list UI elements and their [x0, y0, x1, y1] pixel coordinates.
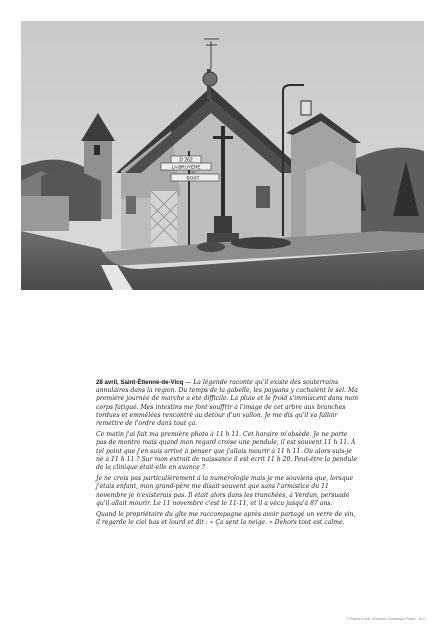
- entry-paragraph-1-text: — La légende raconte qu'il existe des souterrains annulaires dans la région. Du temps de la gabelle, les paysans y cachaient le sel. Ma première journée de marche a été difficile. La pluie et le froid s'immiscent dans mon corps fatigué. Mes intestins me font souffrir à l'image de cet arbre aux branches tordues et emmêlées rencontré au détour d'un vallon. Je me dis qu'il va falloir remettre de l'ordre dans tout ça.: [96, 379, 359, 428]
- entry-date-place: 28 avril, Saint-Étienne-de-Vicq: [96, 379, 184, 386]
- photo-credit: © Patrick Kovar / Romans / Dunkerque Passe · 2017: [346, 617, 426, 621]
- entry-paragraph-1: [96, 379, 358, 428]
- entry-paragraph-3: Je ne crois pas particulièrement à la numérologie mais je me souviens que, lorsque j'étais enfant, mon grand-père me disait souvent que sans l'armistice du 11 novembre je n'existerais pas. Il était alors dans les tranchées, à Verdun, persuadé qu'il allait mourir. Le 11 novembre c'est le 11-11, et il a vécu jusqu'à 87 ans.: [96, 475, 354, 507]
- sign-road-number: D 262: [179, 157, 193, 164]
- sign-distance: 3km: [190, 170, 196, 174]
- entry-paragraph-4: Quand le propriétaire du gîte me raccompagne après avoir partagé un verre de vin, il regarde le ciel bas et lourd et dit : « Ça sent la neige. » Dehors tout est calme.: [96, 511, 356, 527]
- journal-entry: [96, 379, 358, 530]
- sign-bost: BOST: [186, 176, 200, 182]
- village-photo: [21, 21, 424, 290]
- sign-la-bruyere: LA BRUYÈRE: [171, 164, 201, 170]
- entry-paragraph-2: Ce matin j'ai fait ma première photo à 11 h 11. Cet horaire m'obsède. Je ne porte pas de montre mais quand mon regard croise une pendule, il est souvent 11 h 11. À tel point que j'en suis arrivé à penser que j'allais mourir à 11 h 11. Ou alors suis-je né à 11 h 11 ? Sur mon extrait de naissance il est écrit 11 h 20. Peut-être la pendule de la clinique était-elle en avance ?: [96, 431, 357, 472]
